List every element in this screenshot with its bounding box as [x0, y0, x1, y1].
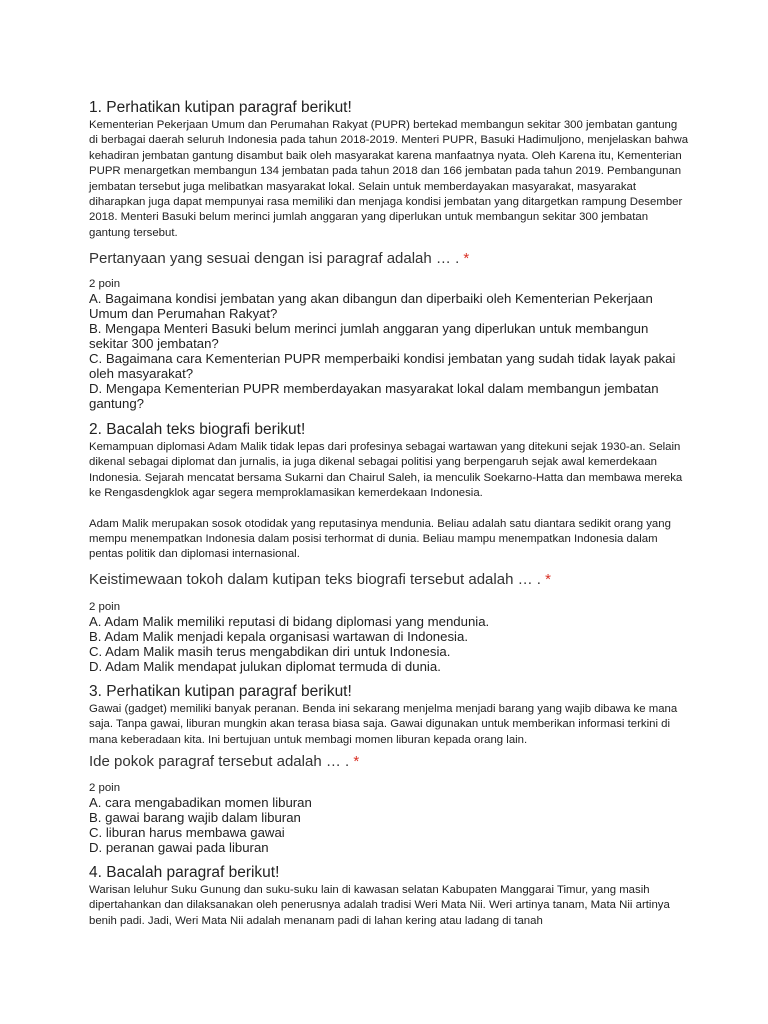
question-3-points: 2 poin	[89, 782, 121, 794]
option-a[interactable]: A. Adam Malik memiliki reputasi di bidang diplomasi yang mendunia.	[89, 614, 490, 629]
option-b[interactable]: B. Adam Malik menjadi kepala organisasi wartawan di Indonesia.	[89, 629, 468, 644]
question-2-passage-1: Kemampuan diplomasi Adam Malik tidak lepas dari profesinya sebagai wartawan yang ditekuni sejak 1930-an. Selain dikenal sebagai diplomat dan jurnalis, ia juga dikenal sebagai politisi yang berpengaruh sejak awal kemerdekaan Indonesia. Sejarah mencatat bersama Sukarni dan Chairul Saleh, ia menculik Soekarno-Hatta dan membawa mereka ke Rengasdengklok agar segera memproklamasikan kemerdekaan Indonesia.	[89, 441, 683, 500]
option-c[interactable]: C. Bagaimana cara Kementerian PUPR memperbaiki kondisi jembatan yang sudah tidak layak pakai oleh masyarakat?	[89, 351, 676, 381]
question-4-passage: Warisan leluhur Suku Gunung dan suku-suku lain di kawasan selatan Kabupaten Manggarai Timur, yang masih dipertahankan dan dilaksanakan oleh penerusnya adalah tradisi Weri Mata Nii. Weri artinya tanam, Mata Nii artinya benih padi. Jadi, Weri Mata Nii adalah menanam padi di lahan kering atau ladang di tanah	[89, 884, 670, 927]
option-d[interactable]: D. Mengapa Kementerian PUPR memberdayakan masyarakat lokal dalam membangun jembatan gantung?	[89, 381, 659, 411]
question-2-prompt	[89, 570, 689, 590]
question-1-options	[89, 291, 689, 411]
option-c[interactable]: C. liburan harus membawa gawai	[89, 825, 285, 840]
question-3-prompt-block	[89, 752, 689, 772]
question-3-prompt-text: Ide pokok paragraf tersebut adalah … .	[89, 753, 350, 770]
question-1-answers	[89, 277, 689, 411]
required-asterisk: *	[545, 571, 551, 588]
question-1	[89, 98, 689, 241]
question-1-prompt-block	[89, 249, 689, 269]
question-3-heading: 3. Perhatikan kutipan paragraf berikut!	[89, 683, 352, 700]
question-2-options	[89, 614, 689, 674]
question-1-prompt-text: Pertanyaan yang sesuai dengan isi paragraf adalah … .	[89, 250, 460, 267]
required-asterisk: *	[353, 753, 360, 770]
option-d[interactable]: D. peranan gawai pada liburan	[89, 840, 269, 855]
question-3-prompt	[89, 752, 689, 772]
question-1-heading: 1. Perhatikan kutipan paragraf berikut!	[89, 99, 352, 116]
question-4	[89, 863, 689, 929]
option-c[interactable]: C. Adam Malik masih terus mengabdikan diri untuk Indonesia.	[89, 644, 451, 659]
question-4-heading: 4. Bacalah paragraf berikut!	[89, 864, 280, 881]
question-3-passage: Gawai (gadget) memiliki banyak peranan. Benda ini sekarang menjelma menjadi barang yang wajib dibawa ke mana saja. Tanpa gawai, liburan mungkin akan terasa biasa saja. Gawai digunakan untuk memberikan informasi terkini di mana keberadaan kita. Ini bertujuan untuk membagi momen liburan kepada orang lain.	[89, 703, 678, 746]
question-1-passage: Kementerian Pekerjaan Umum dan Perumahan Rakyat (PUPR) bertekad membangun sekitar 300 jembatan gantung di berbagai daerah seluruh Indonesia pada tahun 2018-2019. Menteri PUPR, Basuki Hadimuljono, menjelaskan bahwa kehadiran jembatan gantung disambut baik oleh masyarakat karena manfaatnya nyata. Oleh Karena itu, Kementerian PUPR menargetkan membangun 134 jembatan pada tahun 2018 dan 166 jembatan pada tahun 2019. Pembangunan jembatan tersebut juga melibatkan masyarakat lokal. Selain untuk memberdayakan masyarakat, masyarakat diharapkan juga dapat mempunyai rasa memiliki dan menjaga kondisi jembatan yang ditargetkan rampung Desember 2018. Menteri Basuki belum merinci jumlah anggaran yang diperlukan untuk membangun sekitar 300 jembatan gantung tersebut.	[89, 119, 689, 239]
option-d[interactable]: D. Adam Malik mendapat julukan diplomat termuda di dunia.	[89, 659, 441, 674]
question-1-prompt	[89, 249, 689, 269]
required-asterisk: *	[463, 250, 470, 267]
question-3-answers	[89, 781, 689, 855]
question-2-points: 2 poin	[89, 601, 121, 613]
question-3	[89, 682, 689, 748]
option-a[interactable]: A. cara mengabadikan momen liburan	[89, 795, 312, 810]
option-a[interactable]: A. Bagaimana kondisi jembatan yang akan dibangun dan diperbaiki oleh Kementerian Pekerjaan Umum dan Perumahan Rakyat?	[89, 291, 653, 321]
question-1-points: 2 poin	[89, 278, 121, 290]
question-2	[89, 420, 689, 563]
question-2-answers	[89, 600, 689, 674]
question-2-passage-2: Adam Malik merupakan sosok otodidak yang reputasinya mendunia. Beliau adalah satu diantara sedikit orang yang mempu menempatkan Indonesia dalam posisi terhormat di dunia. Beliau mampu menempatkan Indonesia dalam pentas politik dan diplomasi internasional.	[89, 517, 671, 561]
question-2-heading: 2. Bacalah teks biografi berikut!	[89, 421, 306, 438]
question-2-prompt-block	[89, 570, 689, 590]
question-3-options	[89, 795, 689, 855]
option-b[interactable]: B. Mengapa Menteri Basuki belum merinci jumlah anggaran yang diperlukan untuk membangun sekitar 300 jembatan?	[89, 321, 649, 351]
question-2-prompt-text: Keistimewaan tokoh dalam kutipan teks biografi tersebut adalah … .	[89, 571, 541, 588]
option-b[interactable]: B. gawai barang wajib dalam liburan	[89, 810, 301, 825]
